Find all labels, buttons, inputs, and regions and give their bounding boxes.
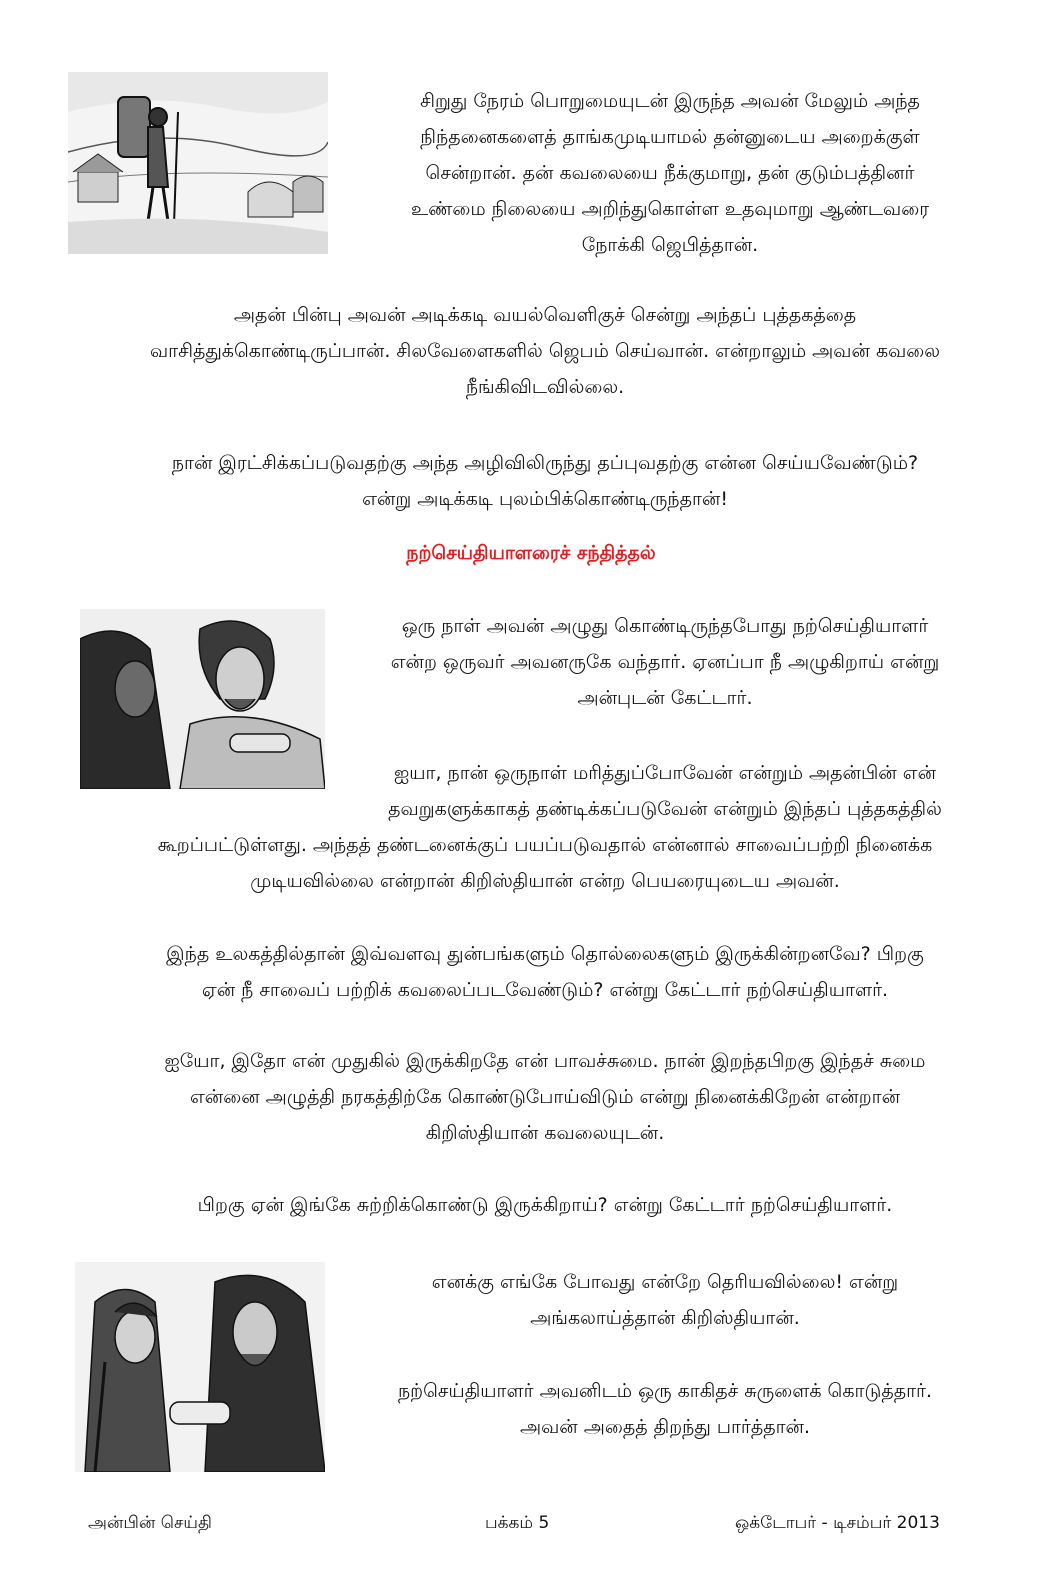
paragraph-2 [60, 297, 1030, 405]
paragraph-7 [60, 1043, 1030, 1151]
text-line: என்று அடிக்கடி புலம்பிக்கொண்டிருந்தான்! [362, 488, 728, 510]
text-line: நிந்தனைகளைத் தாங்கமுடியாமல் தன்னுடைய அறைக்குள் [420, 126, 920, 148]
text-line: வாசித்துக்கொண்டிருப்பான். சிலவேளைகளில் ஜெபம் செய்வான். என்றாலும் அவன் கவலை [149, 340, 941, 362]
paragraph-9 [330, 1264, 1000, 1336]
text-line: ஏன் நீ சாவைப் பற்றிக் கவலைப்படவேண்டும்? என்று கேட்டார் நற்செய்தியாளர். [201, 979, 889, 1001]
illustration-traveller-with-burden [68, 72, 328, 254]
illustration-evangelist-meeting [80, 609, 325, 789]
text-line: நோக்கி ஜெபித்தான். [581, 234, 759, 256]
paragraph-10 [330, 1373, 1000, 1445]
text-line: அதன் பின்பு அவன் அடிக்கடி வயல்வெளிகுச் சென்று அந்தப் புத்தகத்தை [233, 304, 857, 326]
text-line: நான் இரட்சிக்கப்படுவதற்கு அந்த அழிவிலிருந்து தப்புவதற்கு என்ன செய்யவேண்டும்? [171, 452, 919, 474]
text-line: அங்கலாய்த்தான் கிறிஸ்தியான். [530, 1307, 800, 1329]
paragraph-3 [60, 445, 1030, 517]
text-line: எனக்கு எங்கே போவது என்றே தெரியவில்லை! என்று [431, 1271, 899, 1293]
text-line: என்ற ஒருவர் அவனருகே வந்தார். ஏனப்பா நீ அழுகிறாய் என்று [390, 651, 940, 673]
footer-page-number: பக்கம் 5 [485, 1513, 550, 1533]
footer-publication-name: அன்பின் செய்தி [88, 1513, 212, 1533]
text-line: நீங்கிவிடவில்லை. [465, 376, 625, 398]
text-line: பிறகு ஏன் இங்கே சுற்றிக்கொண்டு இருக்கிறாய்? என்று கேட்டார் நற்செய்தியாளர். [197, 1194, 893, 1216]
illustration-scroll-handover [75, 1262, 325, 1472]
text-line: நற்செய்தியாளர் அவனிடம் ஒரு காகிதச் சுருளைக் கொடுத்தார். [397, 1380, 933, 1402]
text-line: கூறப்பட்டுள்ளது. அந்தத் தண்டனைக்குப் பயப்படுவதால் என்னால் சாவைப்பற்றி நினைக்க [157, 834, 933, 856]
paragraph-6 [60, 936, 1030, 1008]
footer-issue-date: ஒக்டோபர் - டிசம்பர் 2013 [735, 1513, 940, 1533]
text-line: இந்த உலகத்தில்தான் இவ்வளவு துன்பங்களும் தொல்லைகளும் இருக்கின்றனவே? பிறகு [166, 943, 924, 965]
paragraph-4 [330, 608, 1000, 716]
text-line: ஐயோ, இதோ என் முதுகில் இருக்கிறதே என் பாவச்சுமை. நான் இறந்தபிறகு இந்தச் சுமை [164, 1050, 926, 1072]
paragraph-8 [60, 1187, 1030, 1223]
text-line: சென்றான். தன் கவலையை நீக்குமாறு, தன் குடும்பத்தினர் [425, 162, 915, 184]
text-line: உண்மை நிலையை அறிந்துகொள்ள உதவுமாறு ஆண்டவரை [410, 198, 930, 220]
text-line: கிறிஸ்தியான் கவலையுடன். [425, 1122, 665, 1144]
text-line: சிறுது நேரம் பொறுமையுடன் இருந்த அவன் மேலும் அந்த [420, 90, 920, 112]
text-line: ஒரு நாள் அவன் அழுது கொண்டிருந்தபோது நற்செய்தியாளர் [401, 615, 929, 637]
text-line: ஐயா, நான் ஒருநாள் மரித்துப்போவேன் என்றும் அதன்பின் என் [393, 762, 937, 784]
section-heading: நற்செய்தியாளரைச் சந்தித்தல் [406, 542, 656, 564]
paragraph-5-part-2 [60, 827, 1030, 899]
text-line: முடியவில்லை என்றான் கிறிஸ்தியான் என்ற பெயரையுடைய அவன். [250, 870, 840, 892]
text-line: என்னை அழுத்தி நரகத்திற்கே கொண்டுபோய்விடும் என்று நினைக்கிறேன் என்றான் [189, 1086, 900, 1108]
text-line: அவன் அதைத் திறந்து பார்த்தான். [520, 1416, 810, 1438]
text-line: அன்புடன் கேட்டார். [577, 687, 753, 709]
text-line: தவறுகளுக்காகத் தண்டிக்கப்படுவேன் என்றும் இந்தப் புத்தகத்தில் [388, 798, 942, 820]
paragraph-5-part-1 [330, 755, 1000, 827]
paragraph-1 [340, 83, 1000, 263]
